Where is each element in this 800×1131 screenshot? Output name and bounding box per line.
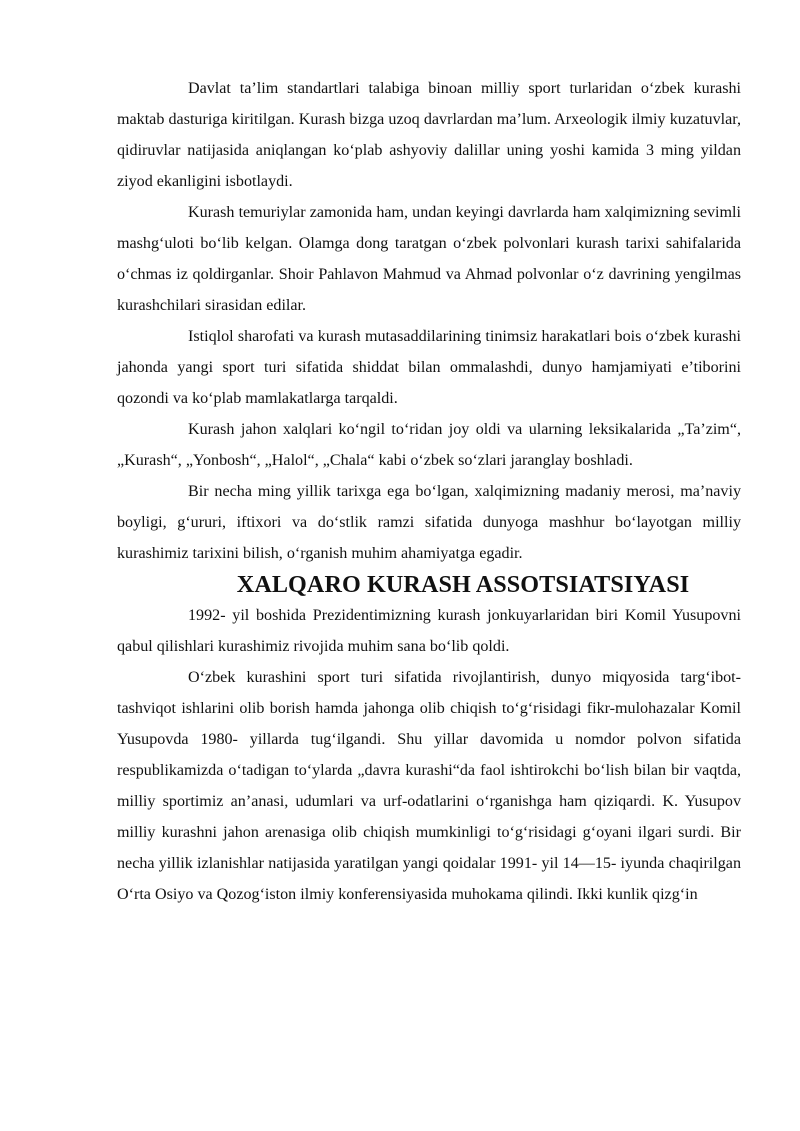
- paragraph: Kurash jahon xalqlari ko‘ngil to‘ridan joy oldi va ularning leksikalarida „Ta’zim“, „Kurash“, „Yonbosh“, „Halol“, „Chala“ kabi o‘zbek so‘zlari jaranglay boshladi.: [117, 421, 741, 469]
- paragraph: 1992- yil boshida Prezidentimizning kurash jonkuyarlaridan biri Komil Yusupovni qabul qilishlari kurashimiz rivojida muhim sana bo‘lib qoldi.: [117, 607, 741, 655]
- paragraph: Istiqlol sharofati va kurash mutasaddilarining tinimsiz harakatlari bois o‘zbek kurashi jahonda yangi sport turi sifatida shiddat bilan ommalashdi, dunyo hamjamiyati e’tiborini qozondi va ko‘plab mamlakatlarga tarqaldi.: [117, 328, 741, 407]
- paragraph: Bir necha ming yillik tarixga ega bo‘lgan, xalqimizning madaniy merosi, ma’naviy boyligi, g‘ururi, iftixori va do‘stlik ramzi sifatida dunyoga mashhur bo‘layotgan milliy kurashimiz tarixini bilish, o‘rganish muhim ahamiyatga egadir.: [117, 483, 741, 562]
- paragraph: Davlat ta’lim standartlari talabiga binoan milliy sport turlaridan o‘zbek kurashi maktab dasturiga kiritilgan. Kurash bizga uzoq davrlardan ma’lum. Arxeologik ilmiy kuzatuvlar, qidiruvlar natijasida aniqlangan ko‘plab ashyoviy dalillar uning yoshi kamida 3 ming yildan ziyod ekanligini isbotlaydi.: [117, 80, 741, 190]
- document-body: [117, 73, 741, 910]
- paragraph: Kurash temuriylar zamonida ham, undan keyingi davrlarda ham xalqimizning sevimli mashg‘uloti bo‘lib kelgan. Olamga dong taratgan o‘zbek polvonlari kurash tarixi sahifalarida o‘chmas iz qoldirganlar. Shoir Pahlavon Mahmud va Ahmad polvonlar o‘z davrining yengilmas kurashchilari sirasidan edilar.: [117, 204, 741, 314]
- paragraph: O‘zbek kurashini sport turi sifatida rivojlantirish, dunyo miqyosida targ‘ibot-tashviqot ishlarini olib borish hamda jahonga olib chiqish to‘g‘risidagi fikr-mulohazalar Komil Yusupovda 1980- yillarda tug‘ilgandi. Shu yillar davomida u nomdor polvon sifatida respublikamizda o‘tadigan to‘ylarda „davra kurashi“da faol ishtirokchi bo‘lish bilan bir vaqtda, milliy sportimiz an’anasi, udumlari va urf-odatlarini o‘rganishga ham qiziqardi. K. Yusupov milliy kurashni jahon arenasiga olib chiqish mumkinligi to‘g‘risidagi g‘oyani ilgari surdi. Bir necha yillik izlanishlar natijasida yaratilgan yangi qoidalar 1991- yil 14—15- iyunda chaqirilgan O‘rta Osiyo va Qozog‘iston ilmiy konferensiyasida muhokama qilindi. Ikki kunlik qizg‘in: [117, 669, 741, 903]
- section-heading: XALQARO KURASH ASSOTSIATSIYASI: [236, 571, 690, 598]
